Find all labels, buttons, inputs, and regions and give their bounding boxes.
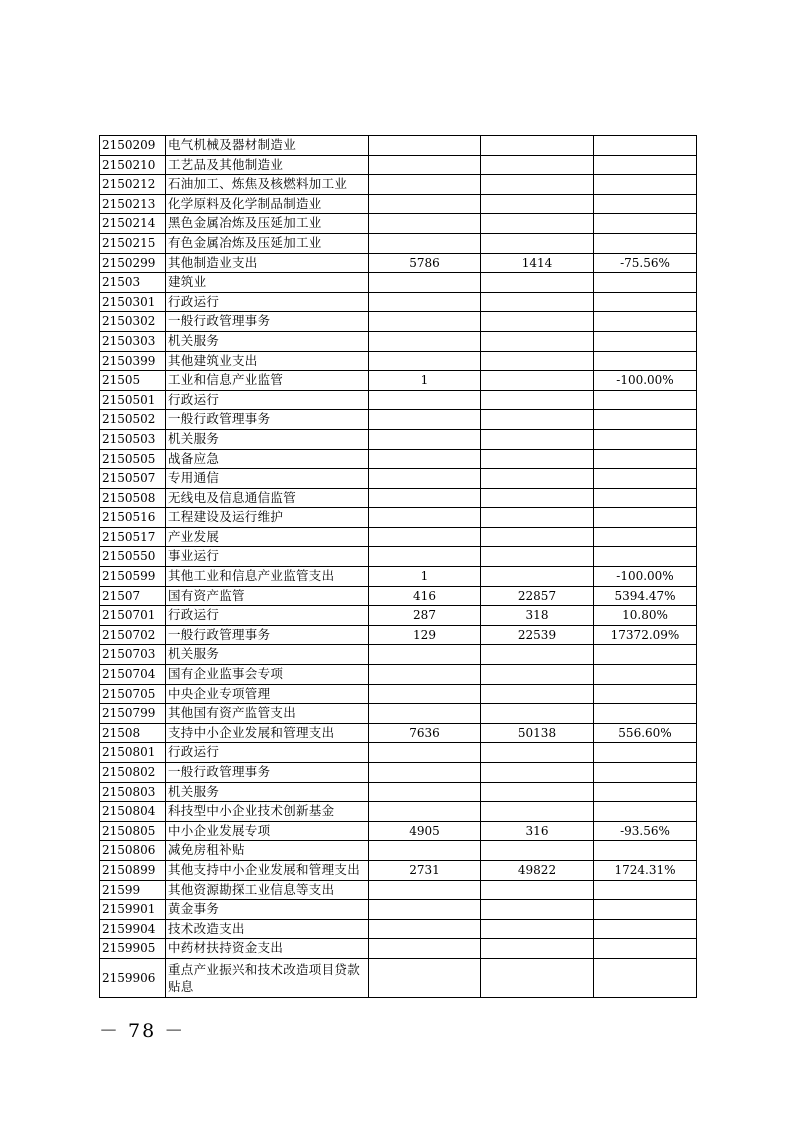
row-value-1-cell	[369, 763, 481, 783]
row-value-2-cell	[481, 214, 594, 234]
row-name-cell: 无线电及信息通信监管	[166, 488, 369, 508]
row-code-cell: 2159901	[100, 900, 166, 920]
row-code-cell: 2150210	[100, 155, 166, 175]
row-value-1-cell	[369, 429, 481, 449]
row-name-cell: 一般行政管理事务	[166, 763, 369, 783]
row-name-cell: 一般行政管理事务	[166, 410, 369, 430]
row-code-cell: 2159905	[100, 939, 166, 959]
table-row	[100, 136, 697, 156]
row-code-cell: 2150703	[100, 645, 166, 665]
row-name-cell: 其他支持中小企业发展和管理支出	[166, 860, 369, 880]
row-value-1-cell	[369, 665, 481, 685]
table-row	[100, 312, 697, 332]
row-change-percent-cell	[594, 410, 697, 430]
row-value-1-cell: 287	[369, 606, 481, 626]
row-code-cell: 21507	[100, 586, 166, 606]
row-value-1-cell	[369, 645, 481, 665]
row-code-cell: 2150508	[100, 488, 166, 508]
row-change-percent-cell	[594, 527, 697, 547]
row-code-cell: 2150550	[100, 547, 166, 567]
row-value-1-cell	[369, 958, 481, 997]
row-change-percent-cell	[594, 155, 697, 175]
row-value-2-cell	[481, 645, 594, 665]
row-name-cell: 电气机械及器材制造业	[166, 136, 369, 156]
row-value-2-cell	[481, 331, 594, 351]
row-value-1-cell	[369, 351, 481, 371]
row-value-2-cell	[481, 665, 594, 685]
row-value-2-cell	[481, 743, 594, 763]
row-value-2-cell	[481, 410, 594, 430]
row-value-1-cell: 2731	[369, 860, 481, 880]
row-value-1-cell: 5786	[369, 253, 481, 273]
table-row	[100, 351, 697, 371]
row-name-cell: 事业运行	[166, 547, 369, 567]
row-change-percent-cell	[594, 233, 697, 253]
table-row	[100, 743, 697, 763]
row-value-1-cell	[369, 802, 481, 822]
row-code-cell: 2150804	[100, 802, 166, 822]
row-change-percent-cell	[594, 841, 697, 861]
row-value-2-cell: 50138	[481, 723, 594, 743]
row-name-cell: 机关服务	[166, 429, 369, 449]
row-value-1-cell	[369, 704, 481, 724]
row-change-percent-cell	[594, 136, 697, 156]
row-name-cell: 科技型中小企业技术创新基金	[166, 802, 369, 822]
row-code-cell: 2150501	[100, 390, 166, 410]
row-name-cell: 行政运行	[166, 292, 369, 312]
row-code-cell: 2150806	[100, 841, 166, 861]
row-code-cell: 2150599	[100, 567, 166, 587]
row-value-1-cell: 1	[369, 567, 481, 587]
table-row	[100, 390, 697, 410]
row-name-cell: 有色金属冶炼及压延加工业	[166, 233, 369, 253]
table-row	[100, 292, 697, 312]
row-code-cell: 2150799	[100, 704, 166, 724]
table-row	[100, 704, 697, 724]
row-name-cell: 行政运行	[166, 390, 369, 410]
row-value-2-cell	[481, 527, 594, 547]
table-row	[100, 233, 697, 253]
row-value-2-cell	[481, 939, 594, 959]
row-code-cell: 2150801	[100, 743, 166, 763]
row-value-1-cell	[369, 194, 481, 214]
row-value-1-cell	[369, 331, 481, 351]
row-name-cell: 工艺品及其他制造业	[166, 155, 369, 175]
table-row	[100, 469, 697, 489]
table-row	[100, 723, 697, 743]
row-value-2-cell	[481, 802, 594, 822]
table-row	[100, 821, 697, 841]
row-change-percent-cell: -100.00%	[594, 567, 697, 587]
row-name-cell: 机关服务	[166, 782, 369, 802]
row-change-percent-cell	[594, 547, 697, 567]
row-value-1-cell	[369, 841, 481, 861]
row-value-1-cell	[369, 919, 481, 939]
row-name-cell: 战备应急	[166, 449, 369, 469]
row-code-cell: 2150213	[100, 194, 166, 214]
row-value-1-cell	[369, 390, 481, 410]
row-change-percent-cell	[594, 900, 697, 920]
row-change-percent-cell	[594, 939, 697, 959]
table-row	[100, 194, 697, 214]
row-name-cell: 其他制造业支出	[166, 253, 369, 273]
row-change-percent-cell	[594, 763, 697, 783]
row-value-2-cell: 1414	[481, 253, 594, 273]
row-value-2-cell	[481, 449, 594, 469]
row-code-cell: 2150502	[100, 410, 166, 430]
row-value-2-cell: 316	[481, 821, 594, 841]
row-code-cell: 2159906	[100, 958, 166, 997]
row-code-cell: 2150802	[100, 763, 166, 783]
table-row	[100, 429, 697, 449]
row-value-2-cell	[481, 371, 594, 391]
row-value-1-cell: 1	[369, 371, 481, 391]
row-value-2-cell	[481, 175, 594, 195]
row-code-cell: 2150303	[100, 331, 166, 351]
row-name-cell: 其他工业和信息产业监管支出	[166, 567, 369, 587]
table-row	[100, 253, 697, 273]
table-row	[100, 273, 697, 293]
row-change-percent-cell	[594, 645, 697, 665]
row-value-2-cell	[481, 312, 594, 332]
table-row	[100, 841, 697, 861]
table-row	[100, 371, 697, 391]
table-row	[100, 606, 697, 626]
row-name-cell: 其他建筑业支出	[166, 351, 369, 371]
row-code-cell: 2150705	[100, 684, 166, 704]
row-value-2-cell	[481, 958, 594, 997]
row-name-cell: 行政运行	[166, 743, 369, 763]
row-change-percent-cell: -100.00%	[594, 371, 697, 391]
row-change-percent-cell	[594, 958, 697, 997]
row-name-cell: 技术改造支出	[166, 919, 369, 939]
row-value-1-cell	[369, 214, 481, 234]
row-code-cell: 2150805	[100, 821, 166, 841]
row-name-cell: 国有资产监管	[166, 586, 369, 606]
table-row	[100, 527, 697, 547]
row-code-cell: 2150507	[100, 469, 166, 489]
page-number: － 78 －	[99, 1020, 186, 1042]
row-code-cell: 2150209	[100, 136, 166, 156]
row-value-1-cell	[369, 880, 481, 900]
row-value-1-cell	[369, 743, 481, 763]
row-change-percent-cell	[594, 273, 697, 293]
row-value-1-cell: 129	[369, 625, 481, 645]
row-value-2-cell	[481, 155, 594, 175]
row-code-cell: 2159904	[100, 919, 166, 939]
table-row	[100, 880, 697, 900]
row-code-cell: 2150516	[100, 508, 166, 528]
row-value-2-cell	[481, 704, 594, 724]
budget-table-body	[100, 136, 697, 998]
row-value-2-cell	[481, 469, 594, 489]
row-value-2-cell	[481, 194, 594, 214]
row-change-percent-cell	[594, 292, 697, 312]
table-row	[100, 567, 697, 587]
row-code-cell: 2150503	[100, 429, 166, 449]
row-name-cell: 机关服务	[166, 645, 369, 665]
row-name-cell: 黄金事务	[166, 900, 369, 920]
row-name-cell: 黑色金属冶炼及压延加工业	[166, 214, 369, 234]
table-row	[100, 684, 697, 704]
row-name-cell: 中央企业专项管理	[166, 684, 369, 704]
table-row	[100, 782, 697, 802]
row-change-percent-cell: 556.60%	[594, 723, 697, 743]
row-code-cell: 21505	[100, 371, 166, 391]
row-code-cell: 2150704	[100, 665, 166, 685]
row-change-percent-cell: 10.80%	[594, 606, 697, 626]
row-code-cell: 2150212	[100, 175, 166, 195]
row-value-1-cell	[369, 939, 481, 959]
row-value-2-cell	[481, 684, 594, 704]
row-value-2-cell	[481, 782, 594, 802]
table-row	[100, 900, 697, 920]
row-value-1-cell	[369, 273, 481, 293]
row-change-percent-cell	[594, 469, 697, 489]
row-value-1-cell	[369, 527, 481, 547]
row-change-percent-cell	[594, 331, 697, 351]
row-code-cell: 21599	[100, 880, 166, 900]
row-name-cell: 石油加工、炼焦及核燃料加工业	[166, 175, 369, 195]
row-code-cell: 2150302	[100, 312, 166, 332]
table-row	[100, 508, 697, 528]
row-value-2-cell	[481, 547, 594, 567]
row-value-1-cell	[369, 449, 481, 469]
row-value-1-cell: 416	[369, 586, 481, 606]
row-change-percent-cell	[594, 743, 697, 763]
row-value-2-cell	[481, 508, 594, 528]
row-name-cell: 其他资源勘探工业信息等支出	[166, 880, 369, 900]
row-name-cell: 专用通信	[166, 469, 369, 489]
row-change-percent-cell	[594, 214, 697, 234]
row-name-cell: 行政运行	[166, 606, 369, 626]
row-change-percent-cell	[594, 390, 697, 410]
row-name-cell: 机关服务	[166, 331, 369, 351]
row-value-1-cell: 4905	[369, 821, 481, 841]
row-change-percent-cell	[594, 880, 697, 900]
row-change-percent-cell	[594, 351, 697, 371]
row-change-percent-cell	[594, 449, 697, 469]
table-row	[100, 488, 697, 508]
row-change-percent-cell	[594, 175, 697, 195]
row-change-percent-cell	[594, 194, 697, 214]
row-value-1-cell	[369, 410, 481, 430]
row-change-percent-cell	[594, 508, 697, 528]
row-value-2-cell	[481, 429, 594, 449]
row-value-1-cell	[369, 469, 481, 489]
budget-table	[99, 135, 697, 998]
row-value-2-cell	[481, 390, 594, 410]
row-value-1-cell	[369, 488, 481, 508]
row-value-1-cell	[369, 312, 481, 332]
row-code-cell: 2150215	[100, 233, 166, 253]
row-code-cell: 2150299	[100, 253, 166, 273]
table-row	[100, 410, 697, 430]
row-code-cell: 2150517	[100, 527, 166, 547]
row-name-cell: 减免房租补贴	[166, 841, 369, 861]
row-value-2-cell	[481, 880, 594, 900]
row-code-cell: 2150301	[100, 292, 166, 312]
row-name-cell: 重点产业振兴和技术改造项目贷款贴息	[166, 958, 369, 997]
table-row	[100, 214, 697, 234]
row-name-cell: 化学原料及化学制品制造业	[166, 194, 369, 214]
row-change-percent-cell	[594, 919, 697, 939]
row-name-cell: 其他国有资产监管支出	[166, 704, 369, 724]
table-row	[100, 586, 697, 606]
table-row	[100, 331, 697, 351]
row-code-cell: 2150214	[100, 214, 166, 234]
row-code-cell: 2150399	[100, 351, 166, 371]
row-value-1-cell	[369, 684, 481, 704]
row-value-2-cell	[481, 292, 594, 312]
row-value-1-cell	[369, 508, 481, 528]
row-change-percent-cell: -93.56%	[594, 821, 697, 841]
table-row	[100, 449, 697, 469]
row-name-cell: 支持中小企业发展和管理支出	[166, 723, 369, 743]
row-change-percent-cell	[594, 684, 697, 704]
row-name-cell: 建筑业	[166, 273, 369, 293]
row-value-2-cell: 318	[481, 606, 594, 626]
table-row	[100, 547, 697, 567]
row-code-cell: 2150701	[100, 606, 166, 626]
row-value-1-cell	[369, 233, 481, 253]
row-code-cell: 2150702	[100, 625, 166, 645]
row-code-cell: 2150899	[100, 860, 166, 880]
row-name-cell: 一般行政管理事务	[166, 312, 369, 332]
table-row	[100, 175, 697, 195]
table-row	[100, 958, 697, 997]
row-code-cell: 2150505	[100, 449, 166, 469]
row-value-2-cell	[481, 900, 594, 920]
table-row	[100, 155, 697, 175]
row-name-cell: 工程建设及运行维护	[166, 508, 369, 528]
table-row	[100, 625, 697, 645]
row-value-1-cell	[369, 155, 481, 175]
row-value-1-cell	[369, 175, 481, 195]
row-value-2-cell	[481, 841, 594, 861]
row-name-cell: 一般行政管理事务	[166, 625, 369, 645]
row-code-cell: 2150803	[100, 782, 166, 802]
row-change-percent-cell	[594, 802, 697, 822]
row-name-cell: 产业发展	[166, 527, 369, 547]
row-value-2-cell	[481, 763, 594, 783]
row-value-2-cell	[481, 919, 594, 939]
row-value-1-cell: 7636	[369, 723, 481, 743]
row-name-cell: 工业和信息产业监管	[166, 371, 369, 391]
row-change-percent-cell	[594, 782, 697, 802]
table-row	[100, 860, 697, 880]
row-change-percent-cell	[594, 704, 697, 724]
row-value-2-cell	[481, 567, 594, 587]
row-change-percent-cell: 17372.09%	[594, 625, 697, 645]
row-value-2-cell	[481, 136, 594, 156]
row-value-1-cell	[369, 782, 481, 802]
row-value-2-cell: 49822	[481, 860, 594, 880]
row-change-percent-cell	[594, 312, 697, 332]
row-name-cell: 中小企业发展专项	[166, 821, 369, 841]
row-value-2-cell	[481, 273, 594, 293]
row-value-2-cell	[481, 488, 594, 508]
table-row	[100, 919, 697, 939]
row-value-1-cell	[369, 136, 481, 156]
row-change-percent-cell: -75.56%	[594, 253, 697, 273]
row-name-cell: 国有企业监事会专项	[166, 665, 369, 685]
row-change-percent-cell	[594, 488, 697, 508]
row-value-2-cell: 22857	[481, 586, 594, 606]
row-change-percent-cell: 1724.31%	[594, 860, 697, 880]
table-row	[100, 802, 697, 822]
row-code-cell: 21503	[100, 273, 166, 293]
row-code-cell: 21508	[100, 723, 166, 743]
row-change-percent-cell: 5394.47%	[594, 586, 697, 606]
table-row	[100, 645, 697, 665]
budget-table-container	[99, 135, 697, 998]
row-value-2-cell: 22539	[481, 625, 594, 645]
row-change-percent-cell	[594, 665, 697, 685]
table-row	[100, 665, 697, 685]
row-name-cell: 中药材扶持资金支出	[166, 939, 369, 959]
row-value-2-cell	[481, 233, 594, 253]
row-value-1-cell	[369, 900, 481, 920]
row-value-1-cell	[369, 292, 481, 312]
row-value-2-cell	[481, 351, 594, 371]
table-row	[100, 763, 697, 783]
row-change-percent-cell	[594, 429, 697, 449]
row-value-1-cell	[369, 547, 481, 567]
table-row	[100, 939, 697, 959]
